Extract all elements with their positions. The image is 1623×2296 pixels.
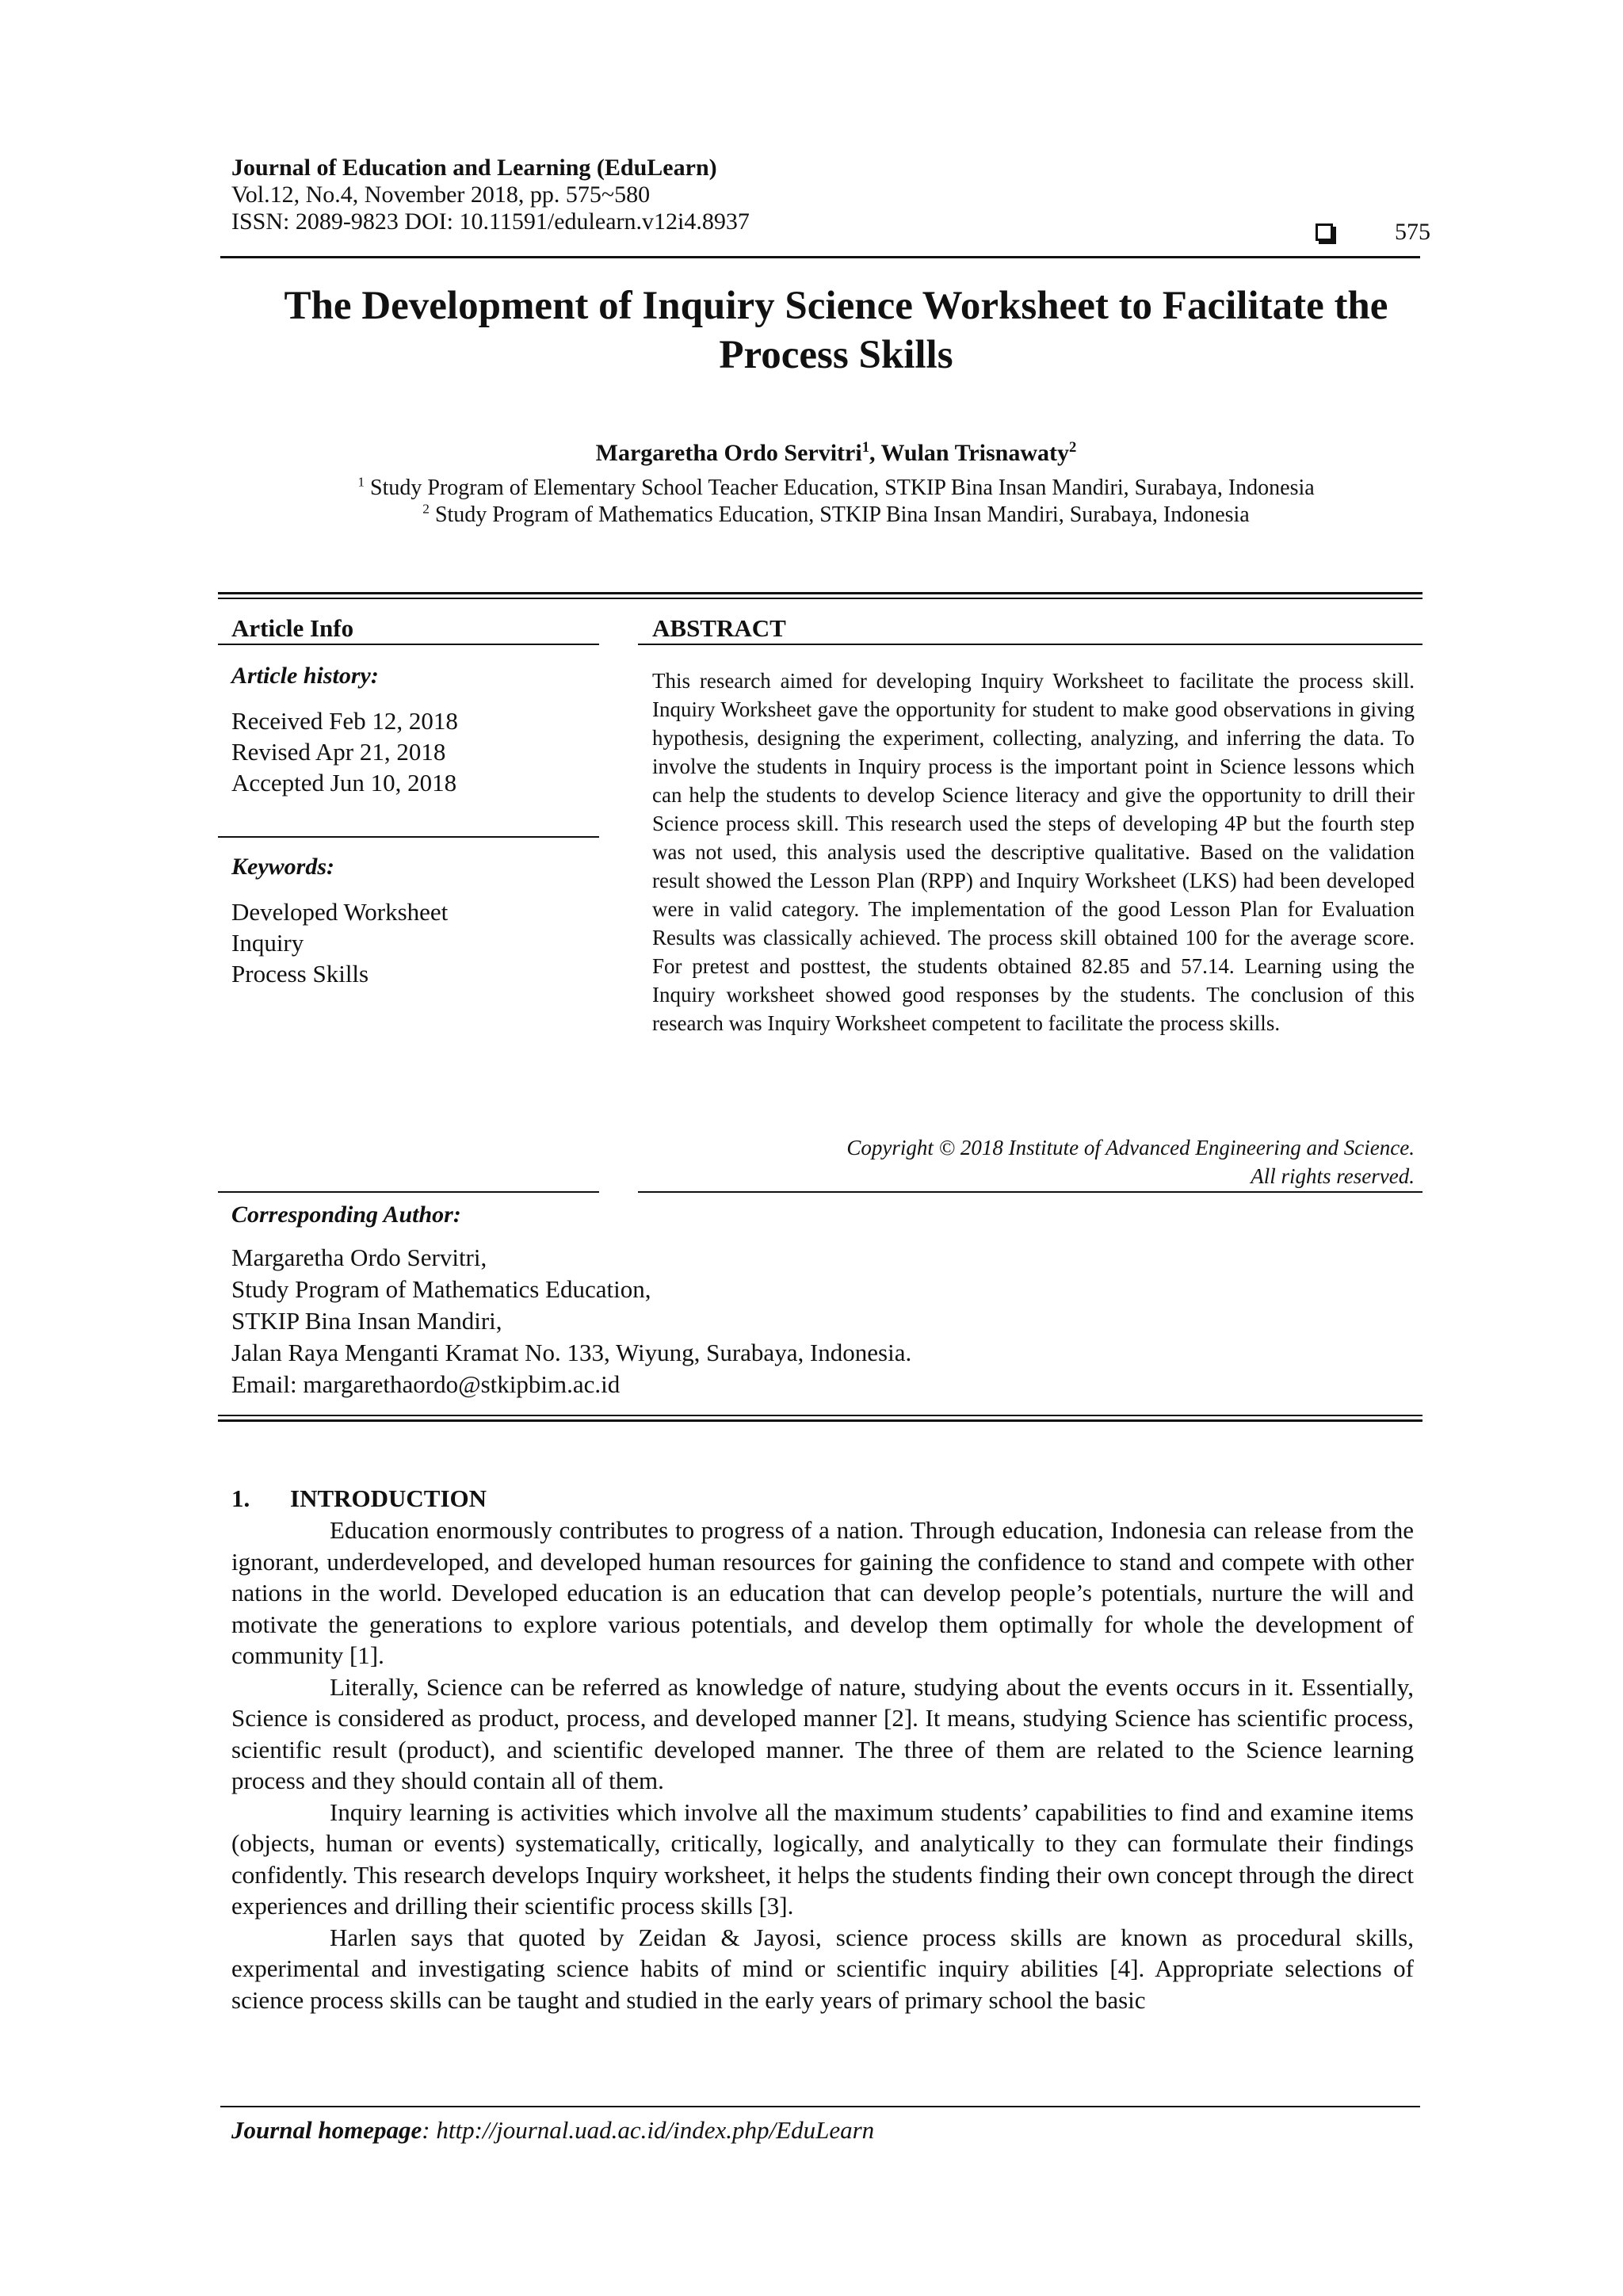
revised-date: Revised Apr 21, 2018 xyxy=(231,738,446,766)
author-name: Wulan Trisnawaty xyxy=(880,440,1070,466)
infobox-top-rule xyxy=(218,592,1423,594)
keyword: Developed Worksheet xyxy=(231,898,449,926)
journal-name: Journal of Education and Learning (EduLearn) xyxy=(231,155,717,181)
keyword: Inquiry xyxy=(231,929,304,957)
intro-paragraph: Harlen says that quoted by Zeidan & Jayosi, science process skills are known as procedural skills, experimental and investigating science habits of mind or scientific inquiry abilities [4]. Appropriate selections of science process skills can be taught and studied in the early years of primary school the basic xyxy=(231,1923,1414,2014)
corresponding-address: Jalan Raya Menganti Kramat No. 133, Wiyung, Surabaya, Indonesia. xyxy=(231,1339,912,1366)
journal-homepage xyxy=(231,2116,874,2145)
affiliation-2 xyxy=(222,502,1450,528)
abstract-heading: ABSTRACT xyxy=(652,614,786,642)
corresponding-department: Study Program of Mathematics Education, xyxy=(231,1275,651,1303)
page-number: 575 xyxy=(1395,219,1430,245)
author-separator: , xyxy=(869,440,881,466)
article-history-list xyxy=(231,705,458,798)
author-affil-mark: 2 xyxy=(1069,439,1077,456)
author-name: Margaretha Ordo Servitri xyxy=(595,440,862,466)
section-title: INTRODUCTION xyxy=(290,1484,487,1512)
corresponding-institution: STKIP Bina Insan Mandiri, xyxy=(231,1307,502,1335)
infobox-bottom-rule-inner xyxy=(218,1419,1423,1422)
affiliation-mark: 2 xyxy=(422,501,430,517)
abstract-rule xyxy=(638,644,1423,645)
keywords-list xyxy=(231,896,448,989)
abstract-bottom-rule xyxy=(638,1191,1423,1193)
corresponding-email: Email: margarethaordo@stkipbim.ac.id xyxy=(231,1370,621,1398)
article-info-rule xyxy=(218,644,599,645)
intro-paragraph: Inquiry learning is activities which involve all the maximum students’ capabilities to find and examine items (objects, human or events) systematically, critically, logically, and analytically to they can formulate their findings confidently. This research develops Inquiry worksheet, it helps the students finding their own concept through the direct experiences and drilling their scientific process skills [3]. xyxy=(231,1797,1414,1920)
footer-rule xyxy=(220,2106,1420,2107)
journal-issn-doi: ISSN: 2089-9823 DOI: 10.11591/edulearn.v12i4.8937 xyxy=(231,208,750,235)
affiliation-text: Study Program of Mathematics Education, STKIP Bina Insan Mandiri, Surabaya, Indonesia xyxy=(429,502,1250,527)
square-box-icon xyxy=(1316,223,1333,241)
intro-paragraph: Education enormously contributes to progress of a nation. Through education, Indonesia can release from the ignorant, underdeveloped, and developed human resources for gaining the confidence to stand and compete with other nations in the world. Developed education is an education that can develop people’s potentials, nurture the will and motivate the generations to explore various potentials, and develop them optimally for whole the development of community [1]. xyxy=(231,1516,1414,1669)
abstract-text: This research aimed for developing Inquiry Worksheet to facilitate the process skill. Inquiry Worksheet gave the opportunity for student to make good observations in giving hypothesis, designing the experiment, collecting, analyzing, and inferring the data. To involve the students in Inquiry process is the important point in Science lessons which can help the students to develop Science literacy and give the opportunity to drill their Science process skill. This research used the steps of developing 4P but the fourth step was not used, this analysis used the descriptive qualitative. Based on the validation result showed the Lesson Plan (RPP) and Inquiry Worksheet (LKS) had been developed were in valid category. The implementation of the good Lesson Plan for Evaluation Results was classically achieved. The process skill obtained 100 for the average score. For pretest and posttest, the students obtained 82.85 and 57.14. Learning using the Inquiry worksheet showed good responses by the students. The conclusion of this research was Inquiry Worksheet competent to facilitate the process skills. xyxy=(652,669,1415,1035)
corresponding-author-heading: Corresponding Author: xyxy=(231,1201,461,1228)
header-rule xyxy=(220,256,1420,258)
homepage-label: Journal homepage xyxy=(231,2116,422,2144)
intro-paragraph: Literally, Science can be referred as knowledge of nature, studying about the events occurs in it. Essentially, Science is considered as product, process, and developed manner [2]. It means, studying Science has scientific process, scientific result (product), and scientific developed manner. The three of them are related to the Science learning process and they should contain all of them. xyxy=(231,1672,1414,1794)
rights-reserved-line: All rights reserved. xyxy=(1251,1164,1415,1188)
copyright-line: Copyright © 2018 Institute of Advanced Engineering and Science. xyxy=(846,1136,1415,1159)
homepage-separator: : xyxy=(422,2116,437,2144)
accepted-date: Accepted Jun 10, 2018 xyxy=(231,769,457,797)
infobox-bottom-rule xyxy=(218,1415,1423,1416)
article-info-heading: Article Info xyxy=(231,614,354,642)
affiliation-mark: 1 xyxy=(357,474,365,490)
affiliation-1 xyxy=(222,476,1450,501)
journal-volume: Vol.12, No.4, November 2018, pp. 575~580 xyxy=(231,181,651,208)
corresponding-name: Margaretha Ordo Servitri, xyxy=(231,1244,487,1271)
homepage-url[interactable]: http://journal.uad.ac.id/index.php/EduLearn xyxy=(436,2116,875,2144)
corresponding-author-details xyxy=(231,1242,911,1400)
introduction-body xyxy=(231,1515,1414,2015)
introduction-heading xyxy=(231,1484,487,1513)
keyword: Process Skills xyxy=(231,960,369,988)
infobox-top-rule-inner xyxy=(218,598,1423,599)
history-rule xyxy=(218,836,599,838)
journal-header xyxy=(231,155,750,235)
received-date: Received Feb 12, 2018 xyxy=(231,707,458,735)
authors-line xyxy=(222,440,1450,467)
section-number: 1. xyxy=(231,1484,250,1512)
paper-title: The Development of Inquiry Science Worksheet to Facilitate the Process Skills xyxy=(284,284,1388,377)
article-info-bottom-rule xyxy=(218,1191,599,1193)
author-affil-mark: 1 xyxy=(861,439,869,456)
article-history-heading: Article history: xyxy=(231,663,379,689)
affiliation-text: Study Program of Elementary School Teacher Education, STKIP Bina Insan Mandiri, Surabaya, Indonesia xyxy=(365,476,1315,500)
keywords-heading: Keywords: xyxy=(231,854,334,880)
